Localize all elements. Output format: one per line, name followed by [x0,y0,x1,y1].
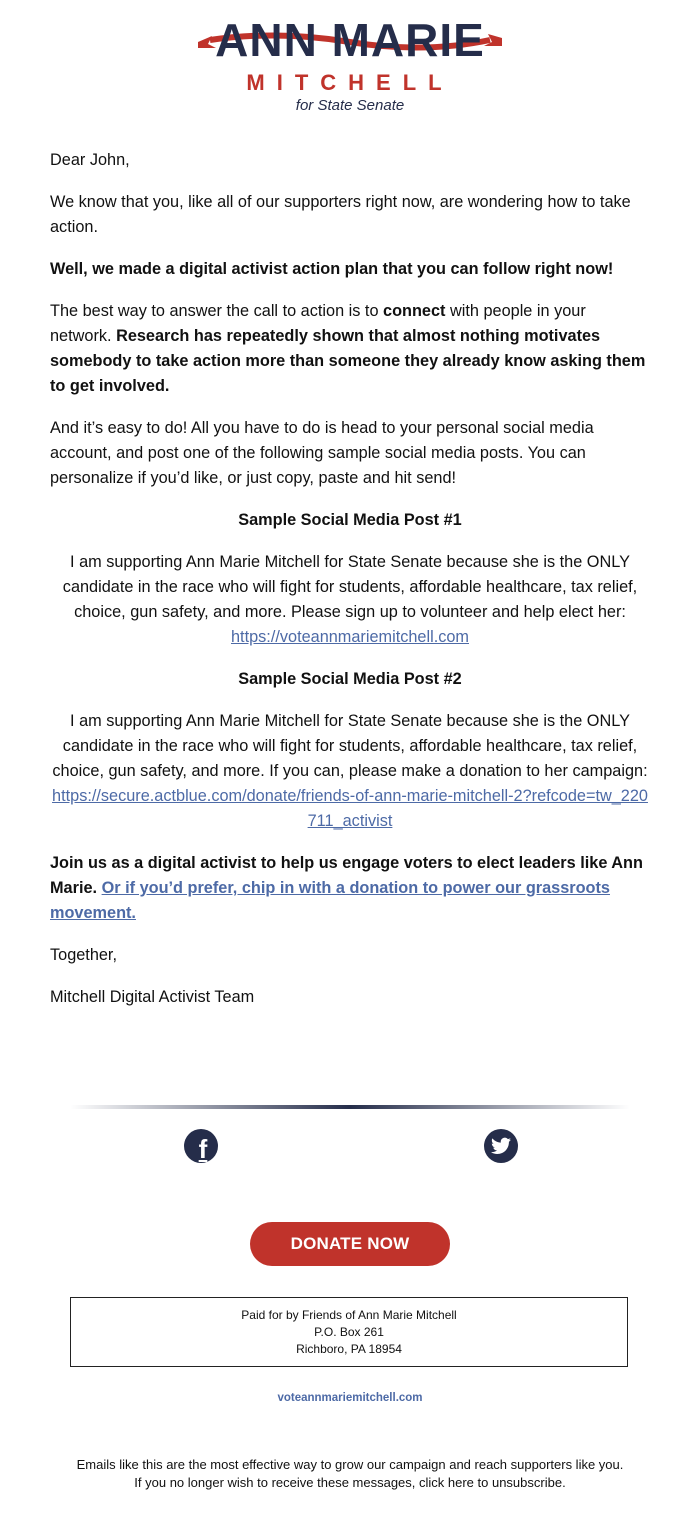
logo-name: ANN MARIE [215,14,485,66]
join-bold: Join us as a digital activist to help us engage voters to elect leaders like Ann Marie. [50,854,643,897]
action-plan-heading: Well, we made a digital activist action plan that you can follow right now! [50,260,614,278]
connect-paragraph [50,299,650,399]
join-paragraph [50,851,650,926]
post1-link[interactable]: https://voteannmariemitchell.com [231,628,469,646]
facebook-icon[interactable]: f [184,1129,218,1163]
post2-title: Sample Social Media Post #2 [238,670,462,688]
donation-link[interactable]: Or if you’d prefer, chip in with a donation to power our grassroots movement. [50,879,610,922]
paid-line-3: Richboro, PA 18954 [296,1342,402,1356]
post2-body [50,709,650,834]
paid-line-1: Paid for by Friends of Ann Marie Mitchell [241,1308,457,1322]
intro-paragraph: We know that you, like all of our supporters right now, are wondering how to take action. [50,193,631,236]
logo-surname: MITCHELL [246,70,454,95]
website-link[interactable]: voteannmariemitchell.com [277,1392,423,1404]
research-bold: Research has repeatedly shown that almost nothing motivates somebody to take action more than someone they already know asking them to get involved. [50,327,646,395]
post1-title: Sample Social Media Post #1 [238,511,462,529]
campaign-logo [0,0,700,130]
post2-text: I am supporting Ann Marie Mitchell for State Senate because she is the ONLY candidate in the race who will fight for students, affordable healthcare, tax relief, choice, gun safety, and more. If you can, please make a donation to her campaign: [52,712,648,780]
connect-text-mid: with people in your network. [50,302,586,345]
donate-now-button[interactable]: DONATE NOW [250,1222,450,1266]
connect-bold: connect [383,302,446,320]
easy-paragraph: And it’s easy to do! All you have to do is head to your personal social media account, and post one of the following sample social media posts. You can personalize if you’d like, or just copy, paste and hit send! [50,419,594,487]
footer-note [0,1456,700,1492]
post2-link[interactable]: https://secure.actblue.com/donate/friends-of-ann-marie-mitchell-2?refcode=tw_220711_activist [52,787,648,830]
paid-for-disclaimer [70,1297,628,1367]
twitter-icon[interactable] [484,1129,518,1163]
footer-note-line-1: Emails like this are the most effective way to grow our campaign and reach supporters like you. [76,1457,624,1472]
unsubscribe-link[interactable]: If you no longer wish to receive these messages, click here to unsubscribe. [134,1475,566,1490]
closing: Together, [50,946,117,964]
connect-text-start: The best way to answer the call to action is to [50,302,384,320]
post1-text: I am supporting Ann Marie Mitchell for State Senate because she is the ONLY candidate in the race who will fight for students, affordable healthcare, tax relief, choice, gun safety, and more. Please sign up to volunteer and help elect her: [62,553,638,621]
signature: Mitchell Digital Activist Team [50,988,255,1006]
post1-body [50,550,650,650]
logo-tagline: for State Senate [295,97,405,114]
footer-divider [70,1105,630,1109]
email-body [50,148,650,1027]
paid-line-2: P.O. Box 261 [314,1325,384,1339]
greeting: Dear John, [50,151,130,169]
